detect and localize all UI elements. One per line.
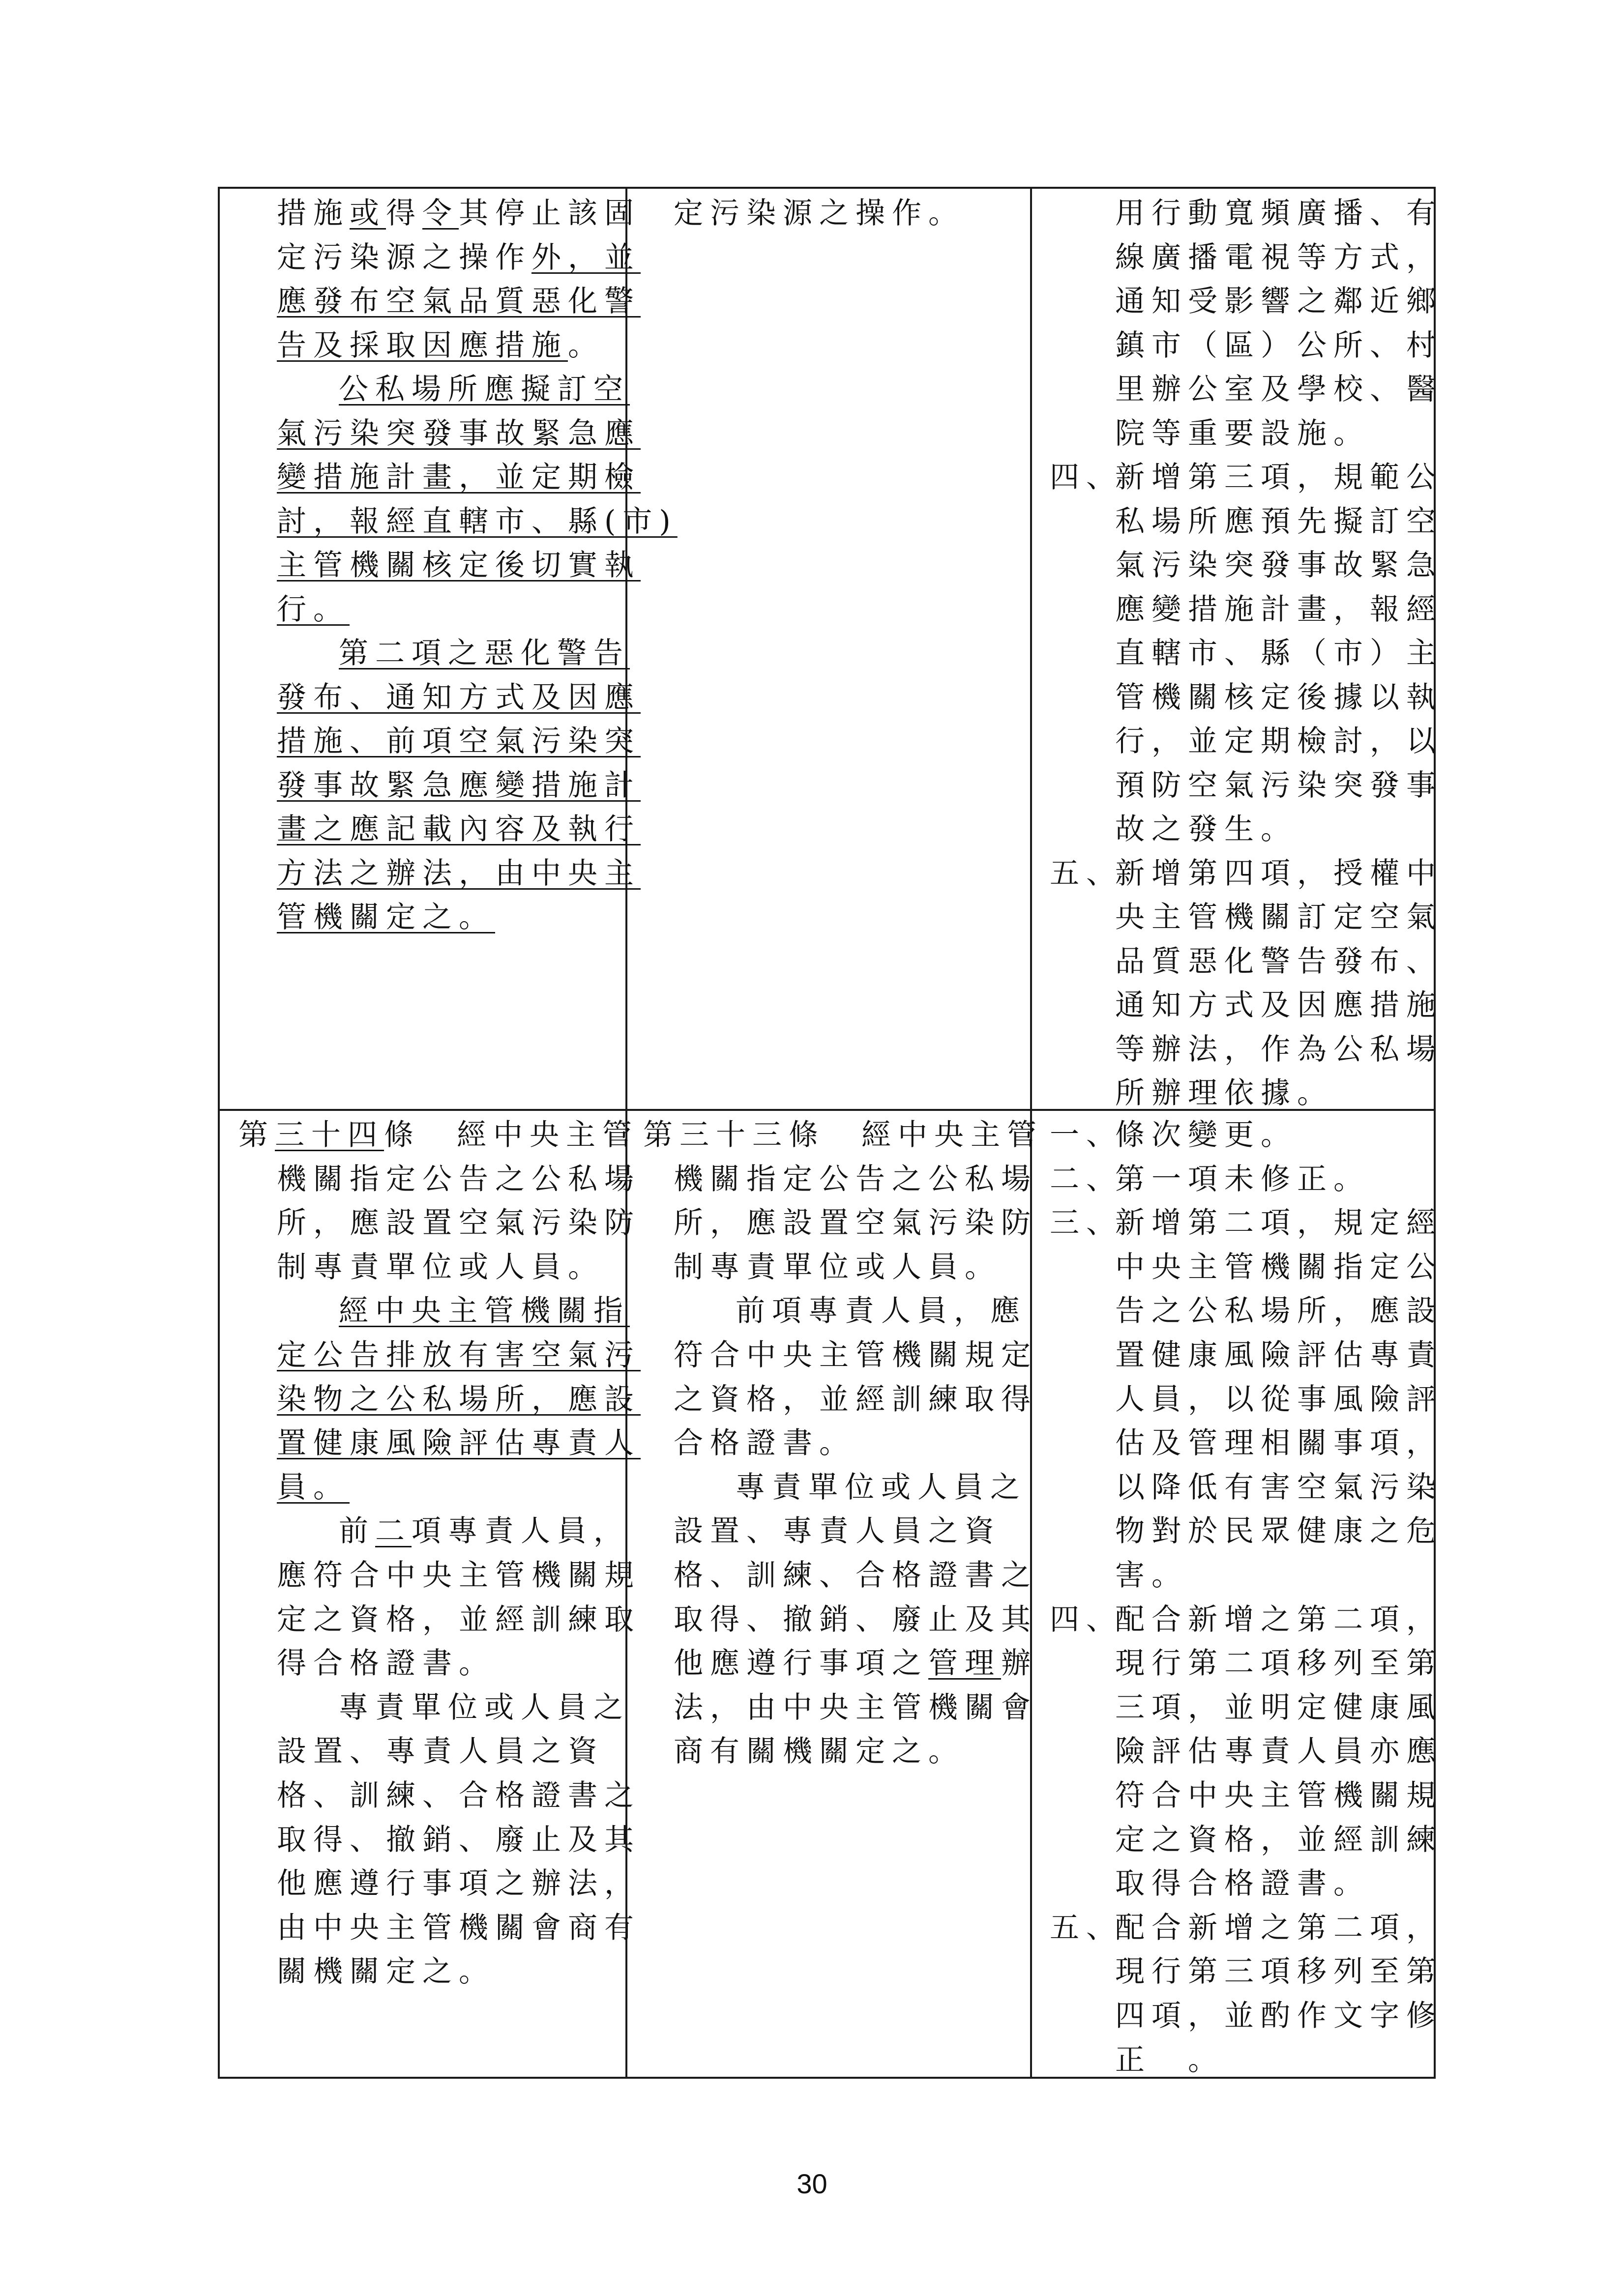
text-run: 合格證書。: [674, 1426, 856, 1461]
text-line: [674, 1513, 1001, 1549]
amended-text: 主管機關核定後切實執: [277, 548, 641, 582]
text-run: 現行第三項移列至第: [1115, 1954, 1443, 1989]
text-line: [1115, 1032, 1443, 1067]
text-line: [277, 1602, 641, 1637]
text-line: [339, 372, 630, 407]
text-run: 品質惡化警告發布、: [1115, 944, 1443, 979]
text-run: 第三十三條 經中央主管: [643, 1118, 1043, 1152]
text-run: 應符合中央主管機關規: [277, 1558, 641, 1593]
text-line: [1115, 1910, 1443, 1946]
table-border-bottom: [218, 2077, 1436, 2079]
text-line: [1115, 1162, 1370, 1197]
text-line: [674, 1250, 1001, 1285]
text-line: [277, 1250, 604, 1285]
text-run: 。: [568, 328, 604, 363]
text-line: [1115, 328, 1443, 363]
text-line: [1115, 284, 1443, 319]
text-run: 他應遵行事項之辦法，: [277, 1866, 641, 1901]
text-run: 制專責單位或人員。: [277, 1250, 604, 1284]
text-run: 通知受影響之鄰近鄉: [1115, 284, 1443, 319]
text-line: [1115, 1646, 1443, 1681]
text-line: [1115, 1998, 1443, 2034]
text-run: 第: [238, 1118, 275, 1152]
text-run: 得合格證書。: [277, 1646, 495, 1681]
text-line: [1115, 1558, 1188, 1593]
amended-text: 二: [375, 1514, 412, 1549]
text-run: 新增第三項，規範公: [1115, 460, 1443, 494]
text-run: 定污染源之操作。: [674, 196, 965, 231]
text-run: 私場所應預先擬訂空: [1115, 504, 1443, 539]
text-run: 所辦理依據。: [1115, 1076, 1333, 1110]
text-run: 他應遵行事項之: [674, 1646, 928, 1681]
amended-text: 方法之辦法，由中央主: [277, 856, 641, 891]
text-line: [1115, 1778, 1443, 1813]
list-marker: 五、: [1050, 1910, 1122, 1945]
text-line: [1115, 1382, 1443, 1417]
text-run: 管機關核定後據以執: [1115, 680, 1443, 715]
list-marker: 一、: [1050, 1118, 1122, 1152]
text-line: [277, 196, 641, 231]
amended-text: 外，並: [531, 240, 641, 275]
text-line: [1115, 768, 1443, 803]
text-run: 告之公私場所，應設: [1115, 1294, 1443, 1329]
table-border-top: [218, 187, 1436, 189]
text-run: 專責單位或人員之: [736, 1470, 1027, 1505]
text-run: 格、訓練、合格證書之: [277, 1778, 641, 1813]
text-line: [1115, 1513, 1443, 1549]
list-marker: 五、: [1050, 856, 1122, 891]
text-line: [674, 1425, 856, 1461]
amended-text: 行。: [277, 592, 350, 627]
text-run: 法，由中央主管機關會: [674, 1690, 1037, 1725]
text-run: 置健康風險評估專責: [1115, 1338, 1443, 1372]
text-line: [277, 548, 641, 583]
text-line: [339, 636, 630, 671]
text-run: 第一項未修正。: [1115, 1162, 1370, 1196]
amended-text: 氣污染突發事故緊急應: [277, 416, 641, 451]
text-run: 定污染源之操作: [277, 240, 531, 275]
text-run: 機關指定公告之公私場: [674, 1162, 1037, 1196]
text-run: 直轄市、縣（市）主: [1115, 636, 1443, 670]
text-run: 應變措施計畫，報經: [1115, 592, 1443, 627]
text-line: [277, 1205, 641, 1241]
list-marker: 三、: [1050, 1206, 1122, 1241]
text-run: 鎮市（區）公所、村: [1115, 328, 1443, 363]
amended-text: 或: [350, 196, 386, 231]
text-line: [1115, 548, 1443, 583]
text-run: 所，應設置空氣污染防: [277, 1206, 641, 1241]
text-run: 用行動寬頻廣播、有: [1115, 196, 1443, 231]
text-line: [277, 1337, 641, 1373]
text-run: 機關指定公告之公私場: [277, 1162, 641, 1196]
text-line: [674, 1205, 1037, 1241]
text-line: [277, 460, 641, 495]
text-line: [736, 1293, 1027, 1329]
text-run: 線廣播電視等方式，: [1115, 240, 1443, 275]
text-line: [339, 1513, 630, 1549]
text-line: [339, 1690, 630, 1725]
amended-text: 管機關定之。: [277, 900, 495, 934]
amended-text: 第二項之惡化警告: [339, 636, 630, 670]
text-run: 取得、撤銷、廢止及其: [277, 1822, 641, 1857]
text-run: 商有關機關定之。: [674, 1734, 965, 1769]
text-line: [1115, 944, 1443, 979]
list-marker: 四、: [1050, 1602, 1122, 1637]
text-line: [1115, 724, 1443, 759]
amended-text: 定公告排放有害空氣污: [277, 1338, 641, 1372]
amended-text: 置健康風險評估專責人: [277, 1426, 641, 1461]
text-line: [643, 1117, 1043, 1153]
page-number: 30: [797, 2168, 827, 2199]
text-run: 定之資格，並經訓練取: [277, 1602, 641, 1637]
text-line: [277, 328, 604, 363]
text-line: [277, 812, 641, 847]
text-line: [674, 1558, 1037, 1593]
amended-text: 染物之公私場所，應設: [277, 1382, 641, 1417]
text-line: [277, 680, 641, 715]
text-line: [277, 240, 641, 275]
text-line: [674, 1690, 1037, 1725]
text-line: [1115, 1470, 1443, 1505]
text-run: 四項，並酌作文字修: [1115, 1999, 1443, 2033]
text-run: 三項，並明定健康風: [1115, 1690, 1443, 1725]
text-run: 取得合格證書。: [1115, 1866, 1370, 1901]
text-line: [1115, 592, 1443, 627]
text-run: 故之發生。: [1115, 812, 1297, 846]
amended-text: 措施、前項空氣污染突: [277, 724, 641, 758]
text-run: 措施: [277, 196, 350, 231]
text-run: 關機關定之。: [277, 1954, 495, 1989]
text-run: 新增第四項，授權中: [1115, 856, 1443, 891]
text-line: [277, 856, 641, 891]
text-line: [1115, 1602, 1443, 1637]
text-line: [674, 1337, 1037, 1373]
text-line: [339, 1293, 630, 1329]
text-line: [1115, 1337, 1443, 1373]
text-run: 人員，以從事風險評: [1115, 1382, 1443, 1417]
text-line: [1115, 1205, 1443, 1241]
text-run: 符合中央主管機關規定: [674, 1338, 1037, 1372]
text-run: 央主管機關訂定空氣: [1115, 900, 1443, 934]
text-line: [1115, 988, 1443, 1023]
list-marker: 四、: [1050, 460, 1122, 494]
text-run: 定之資格，並經訓練: [1115, 1822, 1443, 1857]
text-line: [277, 724, 641, 759]
text-run: 格、訓練、合格證書之: [674, 1558, 1037, 1593]
amended-text: 管理: [928, 1646, 1001, 1681]
text-run: 條次變更。: [1115, 1118, 1297, 1152]
text-line: [1115, 372, 1443, 407]
text-line: [277, 1470, 350, 1505]
text-line: [1115, 416, 1370, 451]
text-line: [674, 1602, 1037, 1637]
amended-text: 討，報經直轄市、縣(市): [277, 504, 678, 539]
text-line: [277, 592, 350, 627]
text-line: [736, 1470, 1027, 1505]
text-line: [277, 1425, 641, 1461]
table-border-left: [218, 187, 220, 2079]
text-line: [1115, 240, 1443, 275]
amended-text: 令: [422, 196, 459, 231]
text-line: [277, 900, 495, 935]
text-run: 配合新增之第二項，: [1115, 1910, 1443, 1945]
text-run: 得: [386, 196, 422, 231]
text-run: 氣污染突發事故緊急: [1115, 548, 1443, 582]
text-line: [277, 416, 641, 451]
text-line: [1115, 1425, 1443, 1461]
text-line: [1115, 856, 1443, 891]
text-run: 中央主管機關指定公: [1115, 1250, 1443, 1284]
text-run: 配合新增之第二項，: [1115, 1602, 1443, 1637]
text-line: [674, 1382, 1037, 1417]
text-run: 險評估專責人員亦應: [1115, 1734, 1443, 1769]
text-run: 設置、專責人員之資: [674, 1514, 1001, 1549]
amended-text: 告及採取因應措施: [277, 328, 568, 363]
text-run: 條 經中央主管: [384, 1118, 639, 1152]
text-line: [277, 1162, 641, 1197]
text-run: 通知方式及因應措施: [1115, 988, 1443, 1022]
text-line: [1115, 460, 1443, 495]
text-line: [277, 1558, 641, 1593]
amended-text: 員。: [277, 1470, 350, 1505]
text-run: 現行第二項移列至第: [1115, 1646, 1443, 1681]
text-line: [277, 1866, 641, 1901]
list-marker: 二、: [1050, 1162, 1122, 1196]
text-run: 辦: [1001, 1646, 1037, 1681]
text-line: [238, 1117, 639, 1153]
text-run: 等辦法，作為公私場: [1115, 1032, 1443, 1067]
text-run: 估及管理相關事項，: [1115, 1426, 1443, 1461]
text-line: [277, 284, 641, 319]
text-run: 取得、撤銷、廢止及其: [674, 1602, 1037, 1637]
text-run: 行，並定期檢討，以: [1115, 724, 1443, 758]
text-line: [277, 1382, 641, 1417]
text-run: 院等重要設施。: [1115, 416, 1370, 451]
text-line: [1115, 1690, 1443, 1725]
amended-text: 經中央主管機關指: [339, 1294, 630, 1329]
text-line: [674, 196, 965, 231]
text-run: 前項專責人員，應: [736, 1294, 1027, 1329]
text-run: 由中央主管機關會商有: [277, 1910, 641, 1945]
text-run: 項專責人員，: [412, 1514, 630, 1549]
text-line: [277, 504, 678, 539]
text-run: 正 。: [1115, 2042, 1224, 2077]
text-line: [1115, 812, 1297, 847]
amended-text: 公私場所應擬訂空: [339, 372, 630, 407]
text-run: 害。: [1115, 1558, 1188, 1593]
text-run: 物對於民眾健康之危: [1115, 1514, 1443, 1549]
amended-text: 應發布空氣品質惡化警: [277, 284, 641, 319]
text-line: [1115, 1250, 1443, 1285]
text-line: [674, 1646, 1037, 1681]
text-line: [674, 1162, 1037, 1197]
text-line: [1115, 1822, 1443, 1858]
text-run: 制專責單位或人員。: [674, 1250, 1001, 1284]
text-line: [277, 768, 641, 803]
text-run: 之資格，並經訓練取得: [674, 1382, 1037, 1417]
text-run: 新增第二項，規定經: [1115, 1206, 1443, 1241]
text-line: [277, 1910, 641, 1946]
amended-text: 變措施計畫，並定期檢: [277, 460, 641, 494]
text-line: [277, 1954, 495, 1989]
text-run: 設置、專責人員之資: [277, 1734, 604, 1769]
text-run: 以降低有害空氣污染: [1115, 1470, 1443, 1505]
text-line: [277, 1734, 604, 1769]
text-run: 里辦公室及學校、醫: [1115, 372, 1443, 407]
amended-text: 發事故緊急應變措施計: [277, 768, 641, 803]
text-line: [277, 1778, 641, 1813]
text-run: 所，應設置空氣污染防: [674, 1206, 1037, 1241]
text-line: [1115, 1117, 1297, 1153]
amended-text: 發布、通知方式及因應: [277, 680, 641, 715]
text-run: 預防空氣污染突發事: [1115, 768, 1443, 803]
text-line: [277, 1646, 495, 1681]
text-line: [1115, 900, 1443, 935]
text-line: [1115, 636, 1443, 671]
text-run: 符合中央主管機關規: [1115, 1778, 1443, 1813]
text-run: 其停止該固: [459, 196, 641, 231]
text-line: [1115, 680, 1443, 715]
text-run: 專責單位或人員之: [339, 1690, 630, 1725]
text-line: [674, 1734, 965, 1769]
text-line: [1115, 1075, 1333, 1111]
text-line: [1115, 1954, 1443, 1989]
text-line: [1115, 2042, 1224, 2078]
text-line: [1115, 196, 1443, 231]
text-line: [277, 1822, 641, 1858]
text-run: 前: [339, 1514, 375, 1549]
text-line: [1115, 1866, 1370, 1901]
amended-text: 畫之應記載內容及執行: [277, 812, 641, 846]
amended-text: 三十四: [275, 1118, 384, 1152]
text-line: [1115, 504, 1443, 539]
text-line: [1115, 1734, 1443, 1769]
text-line: [1115, 1293, 1443, 1329]
